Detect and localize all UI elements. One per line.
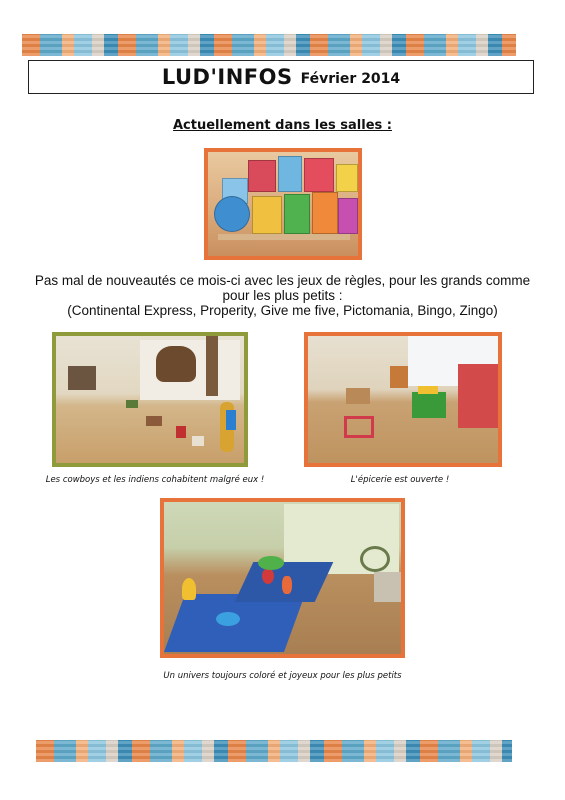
green-counter [412, 392, 446, 418]
game-box [248, 160, 276, 192]
toy-stacker [262, 568, 274, 584]
new-games-photo [204, 148, 362, 260]
game-box [304, 158, 334, 192]
mural-bear [156, 346, 196, 382]
baby-gym [258, 556, 284, 570]
grocery-photo [304, 332, 502, 467]
toy-table [346, 388, 370, 404]
photo-shelf [218, 234, 350, 240]
toy-figure [182, 578, 196, 600]
play-arch [360, 546, 390, 572]
newsletter-title: LUD'INFOS [161, 65, 293, 89]
mural-tree [206, 336, 218, 396]
cash-register [390, 366, 408, 388]
caption-baby: Un univers toujours coloré et joyeux pour les plus petits [163, 671, 402, 681]
intro-line-2: pour les plus petits : [222, 288, 343, 303]
newsletter-date: Février 2014 [300, 71, 401, 87]
red-shelf [458, 364, 498, 428]
section-heading: Actuellement dans les salles : [173, 118, 392, 133]
toy-animal [146, 416, 162, 426]
game-box [252, 196, 282, 234]
fruit-crate [418, 386, 438, 394]
toy-stacker [282, 576, 292, 594]
newsletter-title-box [28, 60, 534, 94]
toy-shelf [374, 572, 404, 602]
intro-line-1: Pas mal de nouveautés ce mois-ci avec les jeux de règles, pour les grands comme [34, 273, 531, 288]
shopping-cart [344, 416, 374, 438]
game-box [336, 164, 358, 192]
game-box [338, 198, 358, 234]
top-decorative-banner [22, 34, 516, 56]
game-wheel [214, 196, 250, 232]
toy-house [68, 366, 96, 390]
game-box [284, 194, 310, 234]
toy-car [216, 612, 240, 626]
toy-figure [226, 410, 236, 430]
game-box [278, 156, 302, 192]
caption-cowboys: Les cowboys et les indiens cohabitent malgré eux ! [45, 475, 265, 485]
game-box [312, 192, 338, 234]
bottom-decorative-banner [36, 740, 512, 762]
toy-animal [176, 426, 186, 438]
cowboys-photo [52, 332, 248, 467]
toy-animal [126, 400, 138, 408]
baby-corner-photo [160, 498, 405, 658]
caption-grocery: L'épicerie est ouverte ! [350, 475, 450, 485]
toy-animal [192, 436, 204, 446]
intro-line-3: (Continental Express, Properity, Give me five, Pictomania, Bingo, Zingo) [67, 303, 498, 318]
